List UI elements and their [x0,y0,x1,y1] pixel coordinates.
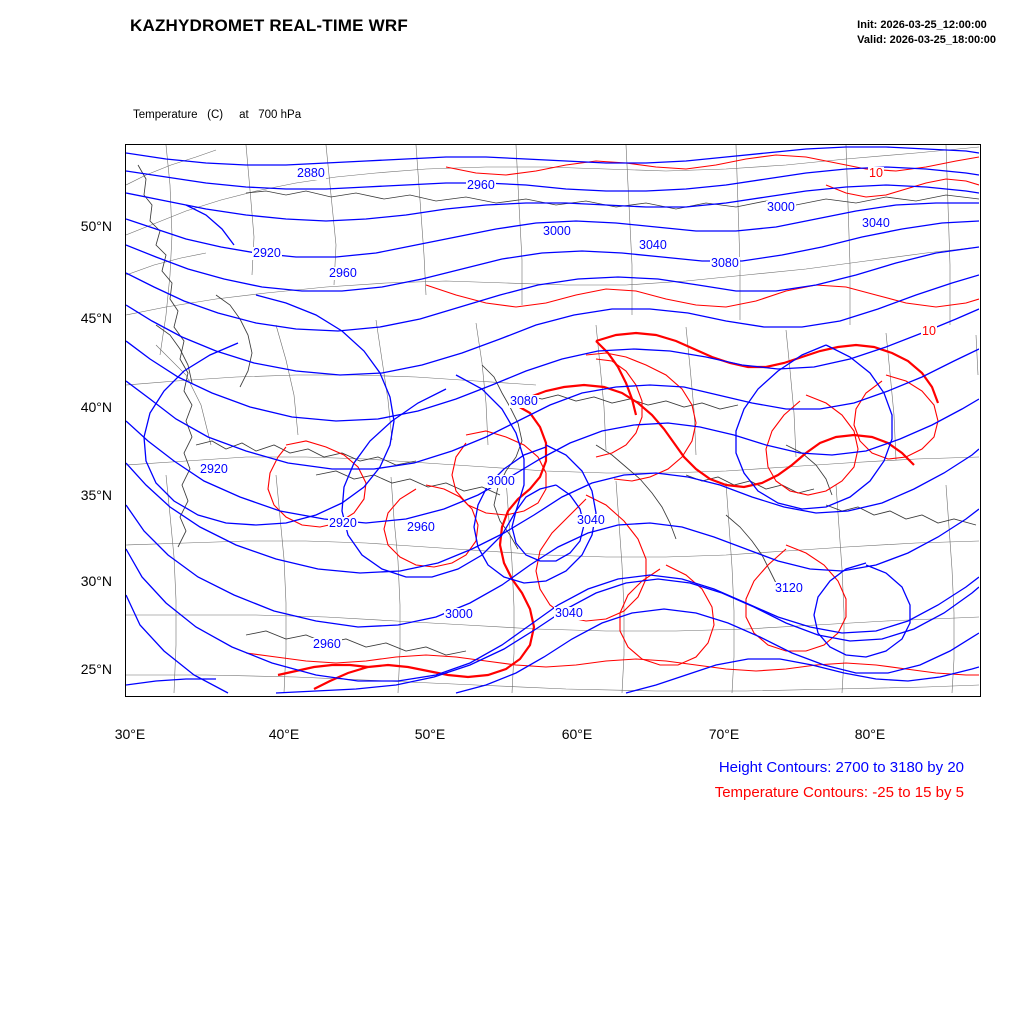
contour-label-2960-c: 2960 [407,520,435,534]
contour-label-2920-a: 2920 [253,246,281,260]
contour-label-3040-c: 3040 [577,513,605,527]
contour-label-3080-b: 3080 [510,394,538,408]
legend-temperature-contours: Temperature Contours: -25 to 15 by 5 [714,784,964,801]
contour-label-3000-b: 3000 [767,200,795,214]
lon-label-80e: 80°E [854,726,886,742]
lat-label-35n: 35°N [80,487,112,503]
legend-height-contours: Height Contours: 2700 to 3180 by 20 [718,759,964,776]
temperature-contours [246,155,979,675]
contour-label-3000-a: 3000 [543,224,571,238]
page-title: KAZHYDROMET REAL-TIME WRF [130,16,408,35]
lon-label-60e: 60°E [561,726,593,742]
valid-time: Valid: 2026-03-25_18:00:00 [857,34,996,46]
map-plot-area [125,144,981,697]
contour-label-3040-d: 3040 [555,606,583,620]
contour-label-2920-c: 2920 [329,516,357,530]
contour-label-2960-b: 2960 [329,266,357,280]
field-temperature: Temperature (C) at 700 hPa [133,109,302,121]
contour-label-3040-b: 3040 [639,238,667,252]
lat-label-50n: 50°N [80,218,112,234]
contour-label-3080-a: 3080 [711,256,739,270]
temp-contour-label-10-b: 10 [922,324,936,338]
contour-label-3120: 3120 [775,581,803,595]
lat-label-45n: 45°N [80,310,112,326]
contour-label-2880: 2880 [297,166,325,180]
lon-label-30e: 30°E [114,726,146,742]
temp-contour-label-10-a: 10 [869,166,883,180]
lat-label-40n: 40°N [80,399,112,415]
contour-label-2960-a: 2960 [467,178,495,192]
model-run-info [857,18,996,48]
lat-label-30n: 30°N [80,573,112,589]
lat-label-25n: 25°N [80,661,112,677]
init-time: Init: 2026-03-25_12:00:00 [857,19,987,31]
lon-label-40e: 40°E [268,726,300,742]
lon-label-50e: 50°E [414,726,446,742]
contour-label-3040-a: 3040 [862,216,890,230]
lon-label-70e: 70°E [708,726,740,742]
contour-label-3000-c: 3000 [487,474,515,488]
contour-label-3000-d: 3000 [445,607,473,621]
contour-label-2920-b: 2920 [200,462,228,476]
contour-label-2960-d: 2960 [313,637,341,651]
